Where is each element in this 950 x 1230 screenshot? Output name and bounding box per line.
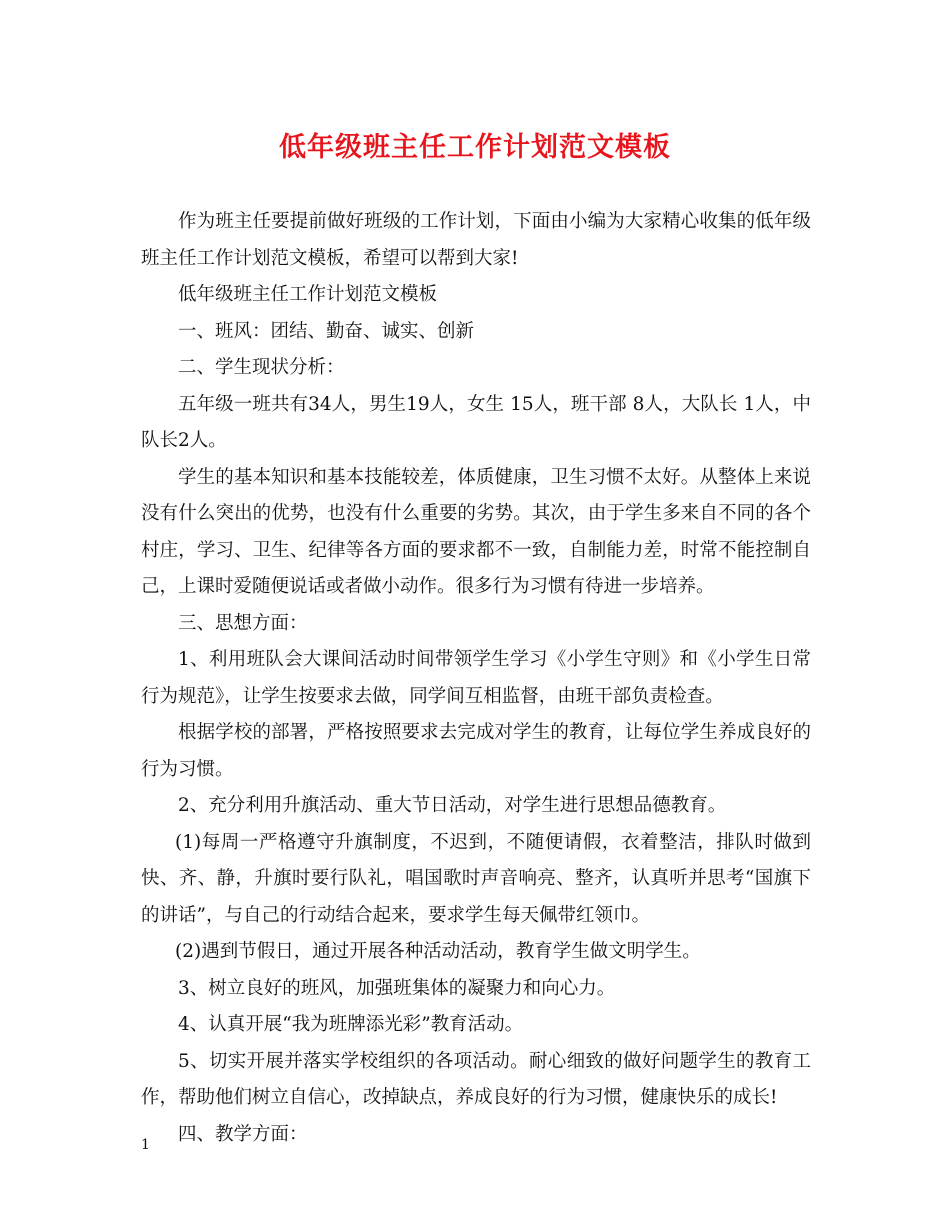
paragraph-class-stats: 五年级一班共有34人，男生19人，女生 15人，班干部 8人，大队长 1人，中队长2人。 [141, 393, 811, 451]
paragraph-item-2: 2、充分利用升旗活动、重大节日活动，对学生进行思想品德教育。 [178, 795, 727, 816]
paragraph-student-analysis-heading: 二、学生现状分析： [178, 357, 345, 378]
paragraph-item-5: 5、切实开展并落实学校组织的各项活动。耐心细致的做好问题学生的教育工作，帮助他们树立自信心，改掉缺点，养成良好的行为习惯，健康快乐的成长! [141, 1050, 811, 1108]
paragraph-class-style: 一、班风：团结、勤奋、诚实、创新 [178, 320, 475, 342]
document-body [141, 204, 811, 1153]
paragraph-school-deployment: 根据学校的部署，严格按照要求去完成对学生的教育，让每位学生养成良好的行为习惯。 [141, 722, 811, 780]
page-number: 1 [141, 1137, 150, 1153]
paragraph-subitem-2: (2)遇到节假日，通过开展各种活动活动，教育学生做文明学生。 [175, 941, 701, 962]
paragraph-subtitle: 低年级班主任工作计划范文模板 [178, 284, 438, 305]
paragraph-ideology-heading: 三、思想方面： [178, 612, 308, 634]
paragraph-subitem-1: (1)每周一严格遵守升旗制度，不迟到，不随便请假，衣着整洁，排队时做到快、齐、静，升旗时要行队礼，唱国歌时声音响亮、整齐，认真听并思考“国旗下的讲话”，与自己的行动结合起来，要求学生每天佩带红领巾。 [141, 831, 811, 926]
document-title: 低年级班主任工作计划范文模板 [279, 132, 671, 163]
paragraph-teaching-heading: 四、教学方面： [178, 1123, 308, 1145]
paragraph-item-1: 1、利用班队会大课间活动时间带领学生学习《小学生守则》和《小学生日常行为规范》，让学生按要求去做，同学间互相监督，由班干部负责检查。 [141, 649, 811, 707]
paragraph-item-3: 3、树立良好的班风，加强班集体的凝聚力和向心力。 [178, 977, 616, 999]
paragraph-intro: 作为班主任要提前做好班级的工作计划，下面由小编为大家精心收集的低年级班主任工作计划范文模板，希望可以帮到大家! [141, 211, 811, 269]
paragraph-student-description: 学生的基本知识和基本技能较差，体质健康，卫生习惯不太好。从整体上来说没有什么突出的优势，也没有什么重要的劣势。其次，由于学生多来自不同的各个村庄，学习、卫生、纪律等各方面的要求都不一致，自制能力差，时常不能控制自己，上课时爱随便说话或者做小动作。很多行为习惯有待进一步培养。 [141, 466, 811, 597]
paragraph-item-4: 4、认真开展“我为班牌添光彩”教育活动。 [178, 1014, 524, 1035]
